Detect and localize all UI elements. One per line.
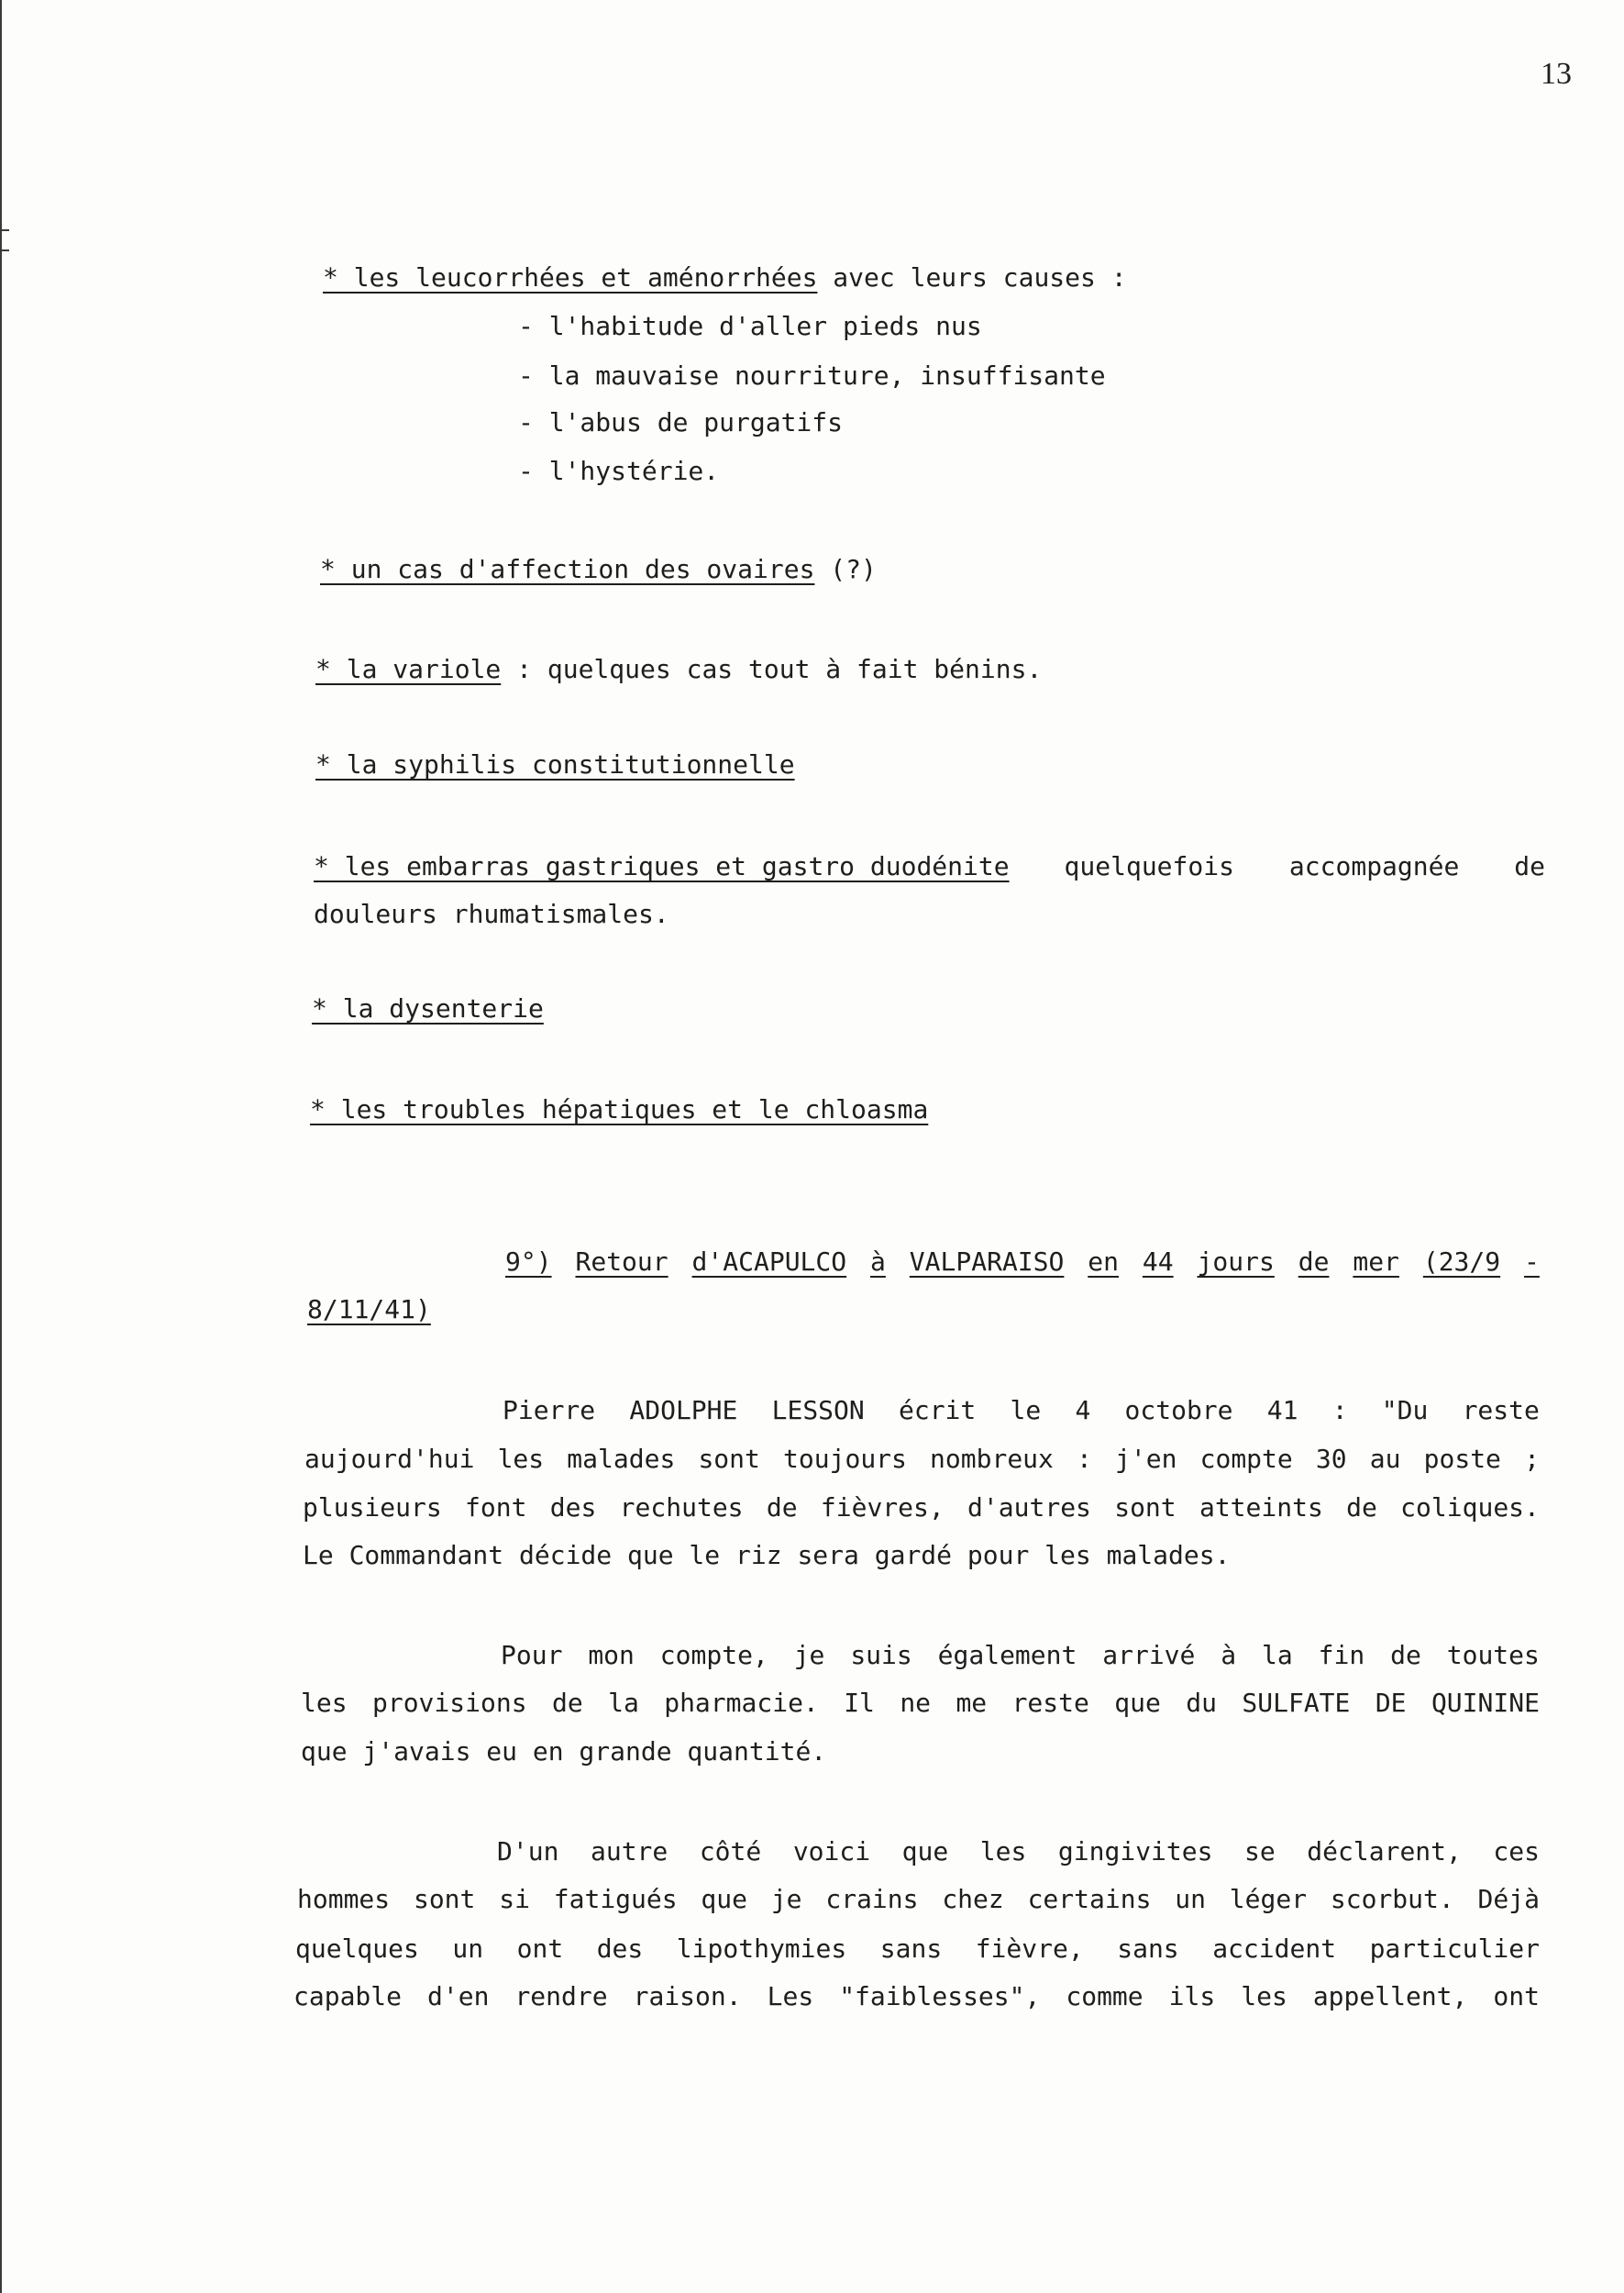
paragraph-2-last-line: que j'avais eu en grande quantité. <box>301 1736 827 1767</box>
word: : <box>1077 1444 1092 1474</box>
section-title-word: d'ACAPULCO <box>691 1246 847 1277</box>
list-item-variole <box>315 653 1042 686</box>
word: écrit <box>898 1395 977 1425</box>
word: mon <box>588 1640 635 1670</box>
word: côté <box>699 1836 762 1867</box>
section-title-word: à <box>870 1246 886 1277</box>
section-title-word: VALPARAISO <box>909 1246 1065 1277</box>
list-item-syphilis <box>315 748 795 781</box>
list-item-heading: * un cas d'affection des ovaires <box>320 554 815 584</box>
section-title <box>505 1246 1540 1279</box>
word: suis <box>850 1640 912 1670</box>
list-item-heading: * la variole <box>315 654 502 684</box>
word: lipothymies <box>676 1933 847 1964</box>
word: Pierre <box>503 1395 596 1425</box>
section-title-word: (23/9 <box>1422 1246 1501 1277</box>
word: la <box>1262 1640 1293 1670</box>
word: ils <box>1168 1981 1216 2011</box>
section-title-end: 8/11/41) <box>307 1294 431 1324</box>
section-title-word: Retour <box>575 1246 668 1277</box>
section-title-word: - <box>1524 1246 1540 1277</box>
word: LESSON <box>771 1395 865 1425</box>
word: ces <box>1493 1836 1540 1867</box>
word: hommes <box>297 1884 391 1914</box>
word: la <box>608 1688 639 1718</box>
word: toujours <box>783 1444 907 1474</box>
word: léger <box>1229 1884 1308 1914</box>
word: raison. <box>633 1981 742 2011</box>
section-title-word: 44 <box>1142 1246 1174 1277</box>
list-item-suffix-word: accompagnée <box>1288 851 1460 881</box>
scan-margin-mark <box>0 249 9 251</box>
page-number: 13 <box>1541 57 1572 91</box>
word: aujourd'hui <box>304 1444 475 1474</box>
word: malades <box>567 1444 676 1474</box>
word: d'autres <box>967 1492 1091 1523</box>
word: quelques <box>295 1933 419 1964</box>
word: coliques. <box>1400 1492 1540 1523</box>
word: arrivé <box>1102 1640 1196 1670</box>
list-item-heading: * la dysenterie <box>312 993 544 1024</box>
word: également <box>937 1640 1077 1670</box>
list-item-continuation: douleurs rhumatismales. <box>314 899 669 929</box>
list-item-hepatiques <box>310 1093 928 1126</box>
section-title-word: en <box>1088 1246 1119 1277</box>
cause-item: - l'hystérie. <box>518 456 720 486</box>
word: compte <box>1199 1444 1293 1474</box>
word: des <box>596 1933 644 1964</box>
word: d'en <box>427 1981 490 2011</box>
word: sont <box>413 1884 476 1914</box>
word: de <box>1346 1492 1377 1523</box>
word: nombreux <box>930 1444 1054 1474</box>
word: les <box>1241 1981 1287 2011</box>
word: le <box>1010 1395 1042 1425</box>
word: ont <box>1493 1981 1540 2011</box>
scan-margin-mark <box>0 229 9 231</box>
scan-margin-line <box>0 0 2 2293</box>
list-item-suffix-word: de <box>1514 851 1545 881</box>
list-item-ovaires <box>320 553 877 586</box>
cause-item: - l'abus de purgatifs <box>518 407 844 438</box>
word: ; <box>1524 1444 1540 1474</box>
word: certains <box>1027 1884 1152 1914</box>
word: ne <box>900 1688 932 1718</box>
cause-item: - l'habitude d'aller pieds nus <box>518 311 982 341</box>
word: Les <box>767 1981 814 2011</box>
word: de <box>766 1492 798 1523</box>
word: que <box>901 1836 949 1867</box>
word: : <box>1331 1395 1348 1425</box>
list-item-leucorrhees <box>323 261 1127 294</box>
paragraph-2-line <box>501 1639 1540 1672</box>
word: un <box>1175 1884 1206 1914</box>
paragraph-3-line <box>297 1883 1540 1916</box>
word: je <box>770 1884 802 1914</box>
word: sans <box>1117 1933 1179 1964</box>
word: capable <box>293 1981 403 2011</box>
word: 30 <box>1315 1444 1347 1474</box>
word: ont <box>516 1933 564 1964</box>
word: rechutes <box>619 1492 744 1523</box>
word: un <box>452 1933 484 1964</box>
word: compte, <box>659 1640 768 1670</box>
word: sans <box>879 1933 943 1964</box>
word: se <box>1244 1836 1276 1867</box>
word: Pour <box>501 1640 563 1670</box>
paragraph-1-line <box>503 1394 1540 1427</box>
section-title-word: mer <box>1353 1246 1399 1277</box>
word: DE <box>1375 1688 1407 1718</box>
word: Déjà <box>1477 1884 1540 1914</box>
word: 4 <box>1075 1395 1091 1425</box>
word: reste <box>1462 1395 1540 1425</box>
list-item-suffix: : quelques cas tout à fait bénins. <box>501 654 1043 684</box>
word: crains <box>825 1884 919 1914</box>
word: des <box>549 1492 597 1523</box>
word: atteints <box>1199 1492 1323 1523</box>
word: font <box>465 1492 527 1523</box>
list-item-heading: * les troubles hépatiques et le chloasma <box>310 1094 929 1124</box>
paragraph-3-line <box>293 1980 1540 2013</box>
word: du <box>1186 1688 1217 1718</box>
word: poste <box>1423 1444 1501 1474</box>
word: D'un <box>497 1836 559 1867</box>
paragraph-2-line <box>301 1687 1540 1720</box>
word: 41 <box>1266 1395 1298 1425</box>
word: accident <box>1212 1933 1337 1964</box>
word: fièvre, <box>975 1933 1084 1964</box>
word: fin <box>1318 1640 1365 1670</box>
word: me <box>956 1688 988 1718</box>
word: sont <box>698 1444 760 1474</box>
word: sont <box>1114 1492 1177 1523</box>
word: les <box>497 1444 545 1474</box>
word: comme <box>1066 1981 1143 2011</box>
paragraph-1-line <box>303 1491 1540 1524</box>
word: les <box>979 1836 1027 1867</box>
list-item-dysenterie <box>312 992 544 1025</box>
word: chez <box>942 1884 1004 1914</box>
word: au <box>1369 1444 1401 1474</box>
word: SULFATE <box>1242 1688 1351 1718</box>
word: que <box>701 1884 747 1914</box>
list-item-suffix-word: quelquefois <box>1064 851 1234 881</box>
word: toutes <box>1446 1640 1540 1670</box>
word: de <box>1390 1640 1421 1670</box>
word: voici <box>792 1836 871 1867</box>
word: si <box>499 1884 530 1914</box>
word: Il <box>844 1688 875 1718</box>
list-item-heading: * les embarras gastriques et gastro duodénite <box>314 851 1010 881</box>
word: "faiblesses", <box>839 1981 1041 2011</box>
word: j'en <box>1115 1444 1177 1474</box>
section-title-continuation <box>307 1293 431 1326</box>
word: fatigués <box>553 1884 678 1914</box>
section-title-word: de <box>1298 1246 1330 1277</box>
word: les <box>301 1688 348 1718</box>
word: autre <box>590 1836 668 1867</box>
word: rendre <box>514 1981 608 2011</box>
word: à <box>1221 1640 1237 1670</box>
word: gingivites <box>1057 1836 1213 1867</box>
word: appellent, <box>1312 1981 1468 2011</box>
word: pharmacie. <box>664 1688 819 1718</box>
word: scorbut. <box>1330 1884 1454 1914</box>
word: déclarent, <box>1307 1836 1462 1867</box>
paragraph-3-line <box>497 1835 1540 1868</box>
word: octobre <box>1124 1395 1233 1425</box>
word: plusieurs <box>303 1492 442 1523</box>
list-item-heading: * les leucorrhées et aménorrhées <box>323 262 818 293</box>
section-title-word: jours <box>1197 1246 1275 1277</box>
word: particulier <box>1369 1933 1540 1964</box>
word: de <box>551 1688 583 1718</box>
list-item-suffix: (?) <box>814 554 877 584</box>
list-item-suffix: avec leurs causes : <box>817 262 1127 293</box>
cause-item: - la mauvaise nourriture, insuffisante <box>518 360 1106 391</box>
word: provisions <box>371 1688 527 1718</box>
word: QUININE <box>1431 1688 1540 1718</box>
word: reste <box>1011 1688 1089 1718</box>
paragraph-3-line <box>295 1933 1540 1966</box>
word: fièvres, <box>820 1492 945 1523</box>
list-item-embarras <box>314 850 1545 883</box>
section-title-word: 9°) <box>505 1246 552 1277</box>
paragraph-1-last-line: Le Commandant décide que le riz sera gardé pour les malades. <box>303 1540 1231 1570</box>
word: "Du <box>1381 1395 1429 1425</box>
word: je <box>793 1640 825 1670</box>
word: ADOLPHE <box>629 1395 738 1425</box>
list-item-heading: * la syphilis constitutionnelle <box>315 749 795 780</box>
paragraph-1-line <box>304 1443 1540 1476</box>
word: que <box>1114 1688 1161 1718</box>
